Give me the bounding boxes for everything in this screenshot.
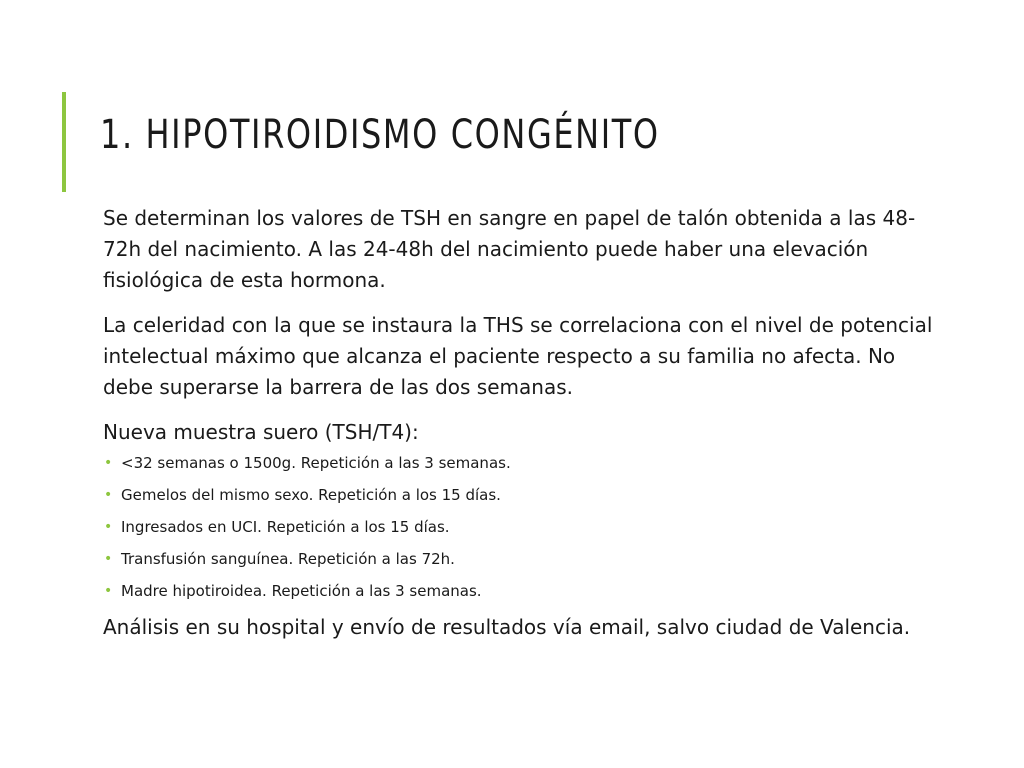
- paragraph-tsh-determination: Se determinan los valores de TSH en sangre en papel de talón obtenida a las 48-72h del nacimiento. A las 24-48h del nacimiento puede haber una elevación fisiológica de esta hormona.: [103, 206, 916, 292]
- slide-title: 1. HIPOTIROIDISMO CONGÉNITO: [100, 112, 660, 158]
- list-item-text: <32 semanas o 1500g. Repetición a las 3 semanas.: [121, 454, 511, 472]
- list-item-text: Gemelos del mismo sexo. Repetición a los 15 días.: [121, 486, 501, 504]
- list-item-text: Ingresados en UCI. Repetición a los 15 días.: [121, 518, 450, 536]
- bullet-icon: •: [104, 519, 113, 535]
- list-item: [103, 548, 933, 570]
- list-item: [103, 516, 933, 538]
- bullet-icon: •: [104, 487, 113, 503]
- list-item-text: Madre hipotiroidea. Repetición a las 3 semanas.: [121, 582, 482, 600]
- paragraph-analysis: Análisis en su hospital y envío de resultados vía email, salvo ciudad de Valencia.: [103, 615, 911, 639]
- bullet-icon: •: [104, 583, 113, 599]
- slide-content: [103, 203, 933, 643]
- bullet-icon: •: [104, 551, 113, 567]
- list-heading: Nueva muestra suero (TSH/T4):: [103, 420, 419, 444]
- list-item-text: Transfusión sanguínea. Repetición a las 72h.: [121, 550, 455, 568]
- list-item: [103, 580, 933, 602]
- bullet-icon: •: [104, 455, 113, 471]
- list-item: [103, 452, 933, 474]
- list-item: [103, 484, 933, 506]
- paragraph-celerity: La celeridad con la que se instaura la THS se correlaciona con el nivel de potencial intelectual máximo que alcanza el paciente respecto a su familia no afecta. No debe superarse la barrera de las dos semanas.: [103, 313, 933, 399]
- title-accent-bar: [62, 92, 66, 192]
- bullet-list: [103, 452, 933, 602]
